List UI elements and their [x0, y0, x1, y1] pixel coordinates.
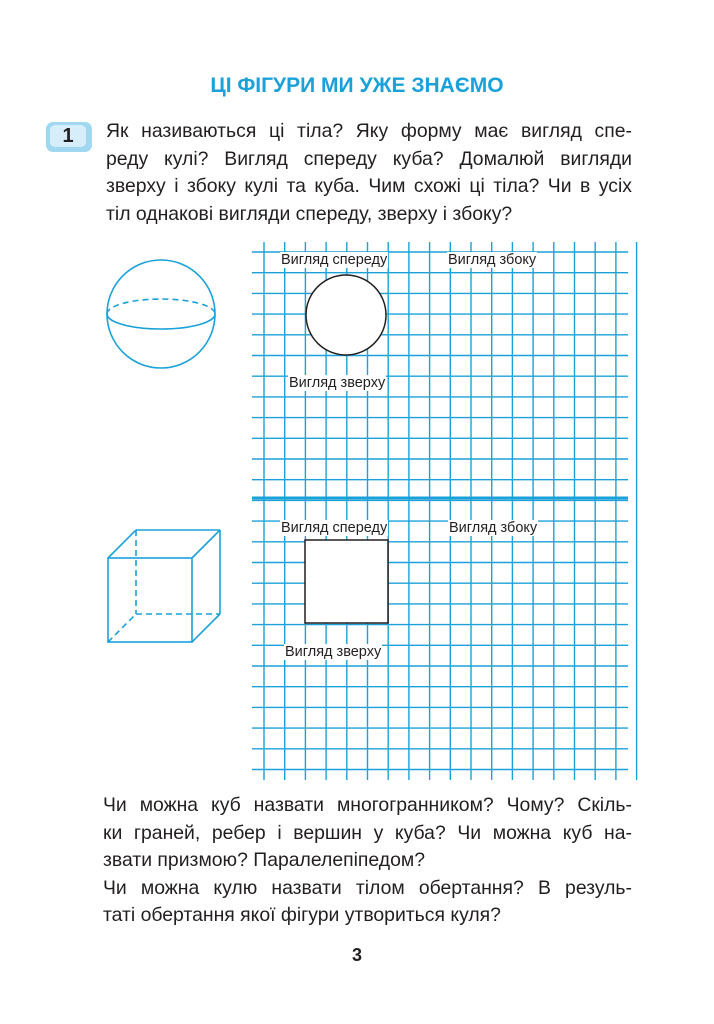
cube-top-label: Вигляд зверху [285, 644, 382, 660]
page-title: ЦІ ФІГУРИ МИ УЖЕ ЗНАЄМО [210, 74, 504, 97]
task-number: 1 [50, 125, 86, 147]
text-line: тіл однакові вигляди спереду, зверху і збоку? [106, 202, 513, 225]
text-line: звати призмою? Паралелепіпедом? [103, 849, 425, 871]
text-line: Як називаються ці тіла? Яку форму має вигляд спе- [106, 120, 632, 142]
sphere-front-label: Вигляд спереду [281, 252, 388, 268]
text-line: зверху і збоку кулі та куба. Чим схожі ці тіла? Чи в усіх [106, 175, 632, 197]
page-number: 3 [351, 945, 362, 965]
text-line: таті обертання якої фігури утвориться куля? [103, 904, 501, 926]
text-line: реду кулі? Вигляд спереду куба? Домалюй вигляди [106, 147, 632, 170]
text-line: ки граней, ребер і вершин у куба? Чи можна куб на- [103, 821, 632, 844]
follow-up-questions [103, 792, 632, 930]
text-line: Чи можна кулю назвати тілом обертання? В резуль- [103, 876, 632, 899]
sphere-icon [107, 260, 215, 368]
sphere-top-label: Вигляд зверху [289, 375, 386, 391]
sphere-side-label: Вигляд збоку [448, 252, 537, 268]
cube-front-view [305, 540, 388, 623]
cube-icon [108, 530, 220, 642]
sphere-front-view [306, 275, 386, 355]
cube-side-label: Вигляд збоку [449, 520, 538, 536]
cube-front-label: Вигляд спереду [281, 520, 388, 536]
text-line: Чи можна куб назвати многогранником? Чому? Скіль- [103, 794, 632, 816]
